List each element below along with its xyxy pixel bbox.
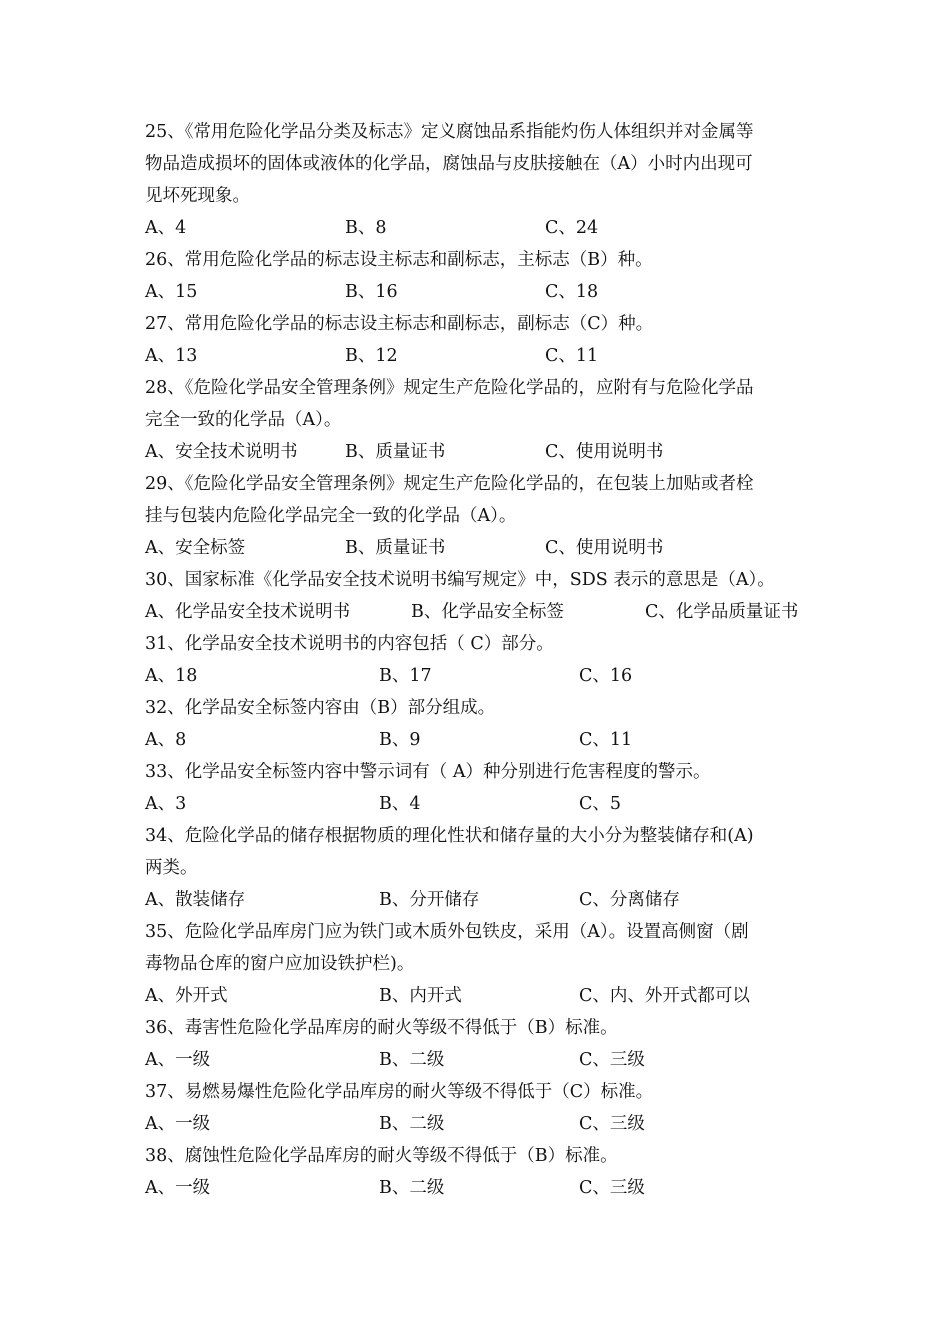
option-a: A、13 — [145, 346, 198, 366]
option-c: C、18 — [545, 282, 599, 302]
option-b: B、二级 — [379, 1178, 445, 1198]
option-b: B、16 — [345, 282, 398, 302]
option-a: A、散装储存 — [145, 890, 246, 910]
option-c: C、16 — [579, 666, 633, 686]
question-list — [145, 116, 810, 1204]
options-row — [145, 532, 810, 564]
option-b: B、分开储存 — [379, 890, 480, 910]
options-row — [145, 596, 810, 628]
option-b: B、二级 — [379, 1114, 445, 1134]
option-a: A、一级 — [145, 1114, 211, 1134]
question-38 — [145, 1140, 810, 1204]
question-text: 挂与包装内危险化学品完全一致的化学品（A）。 — [145, 506, 517, 526]
question-text: 完全一致的化学品（A）。 — [145, 410, 342, 430]
option-c: C、11 — [545, 346, 599, 366]
option-a: A、一级 — [145, 1050, 211, 1070]
question-36 — [145, 1012, 810, 1076]
options-row — [145, 980, 810, 1012]
question-text: 27、常用危险化学品的标志设主标志和副标志，副标志（C）种。 — [145, 314, 654, 334]
question-text: 物品造成损坏的固体或液体的化学品，腐蚀品与皮肤接触在（A）小时内出现可 — [145, 154, 753, 174]
options-row — [145, 1044, 810, 1076]
option-b: B、质量证书 — [345, 538, 446, 558]
question-text: 两类。 — [145, 858, 198, 878]
question-text: 34、危险化学品的储存根据物质的理化性状和储存量的大小分为整装储存和(A) — [145, 826, 754, 846]
question-text: 36、毒害性危险化学品库房的耐火等级不得低于（B）标准。 — [145, 1018, 618, 1038]
question-33 — [145, 756, 810, 820]
option-a: A、15 — [145, 282, 198, 302]
option-c: C、11 — [579, 730, 633, 750]
question-29 — [145, 468, 810, 564]
option-b: B、内开式 — [379, 986, 462, 1006]
option-b: B、二级 — [379, 1050, 445, 1070]
option-c: C、使用说明书 — [545, 538, 664, 558]
question-text: 28、《危险化学品安全管理条例》规定生产危险化学品的，应附有与危险化学品 — [145, 378, 754, 398]
option-b: B、4 — [379, 794, 421, 814]
options-row — [145, 788, 810, 820]
question-text: 见坏死现象。 — [145, 186, 250, 206]
question-text: 26、常用危险化学品的标志设主标志和副标志，主标志（B）种。 — [145, 250, 653, 270]
option-c: C、三级 — [579, 1178, 645, 1198]
option-b: B、12 — [345, 346, 398, 366]
question-25 — [145, 116, 810, 244]
options-row — [145, 212, 810, 244]
question-26 — [145, 244, 810, 308]
question-27 — [145, 308, 810, 372]
question-text: 35、危险化学品库房门应为铁门或木质外包铁皮，采用（A）。设置高侧窗（剧 — [145, 922, 749, 942]
option-b: B、17 — [379, 666, 432, 686]
question-34 — [145, 820, 810, 916]
option-c: C、三级 — [579, 1050, 645, 1070]
question-text: 31、化学品安全技术说明书的内容包括（ C）部分。 — [145, 634, 554, 654]
question-31 — [145, 628, 810, 692]
options-row — [145, 1172, 810, 1204]
option-b: B、化学品安全标签 — [411, 602, 564, 622]
option-c: C、使用说明书 — [545, 442, 664, 462]
options-row — [145, 1108, 810, 1140]
options-row — [145, 276, 810, 308]
option-c: C、三级 — [579, 1114, 645, 1134]
option-a: A、8 — [145, 730, 187, 750]
question-37 — [145, 1076, 810, 1140]
question-30 — [145, 564, 810, 628]
options-row — [145, 884, 810, 916]
option-a: A、4 — [145, 218, 187, 238]
option-a: A、一级 — [145, 1178, 211, 1198]
question-32 — [145, 692, 810, 756]
question-text: 毒物品仓库的窗户应加设铁护栏)。 — [145, 954, 415, 974]
option-b: B、质量证书 — [345, 442, 446, 462]
options-row — [145, 724, 810, 756]
options-row — [145, 436, 810, 468]
option-a: A、化学品安全技术说明书 — [145, 602, 351, 622]
question-text: 29、《危险化学品安全管理条例》规定生产危险化学品的，在包装上加贴或者栓 — [145, 474, 754, 494]
options-row — [145, 340, 810, 372]
option-a: A、3 — [145, 794, 187, 814]
options-row — [145, 660, 810, 692]
option-a: A、外开式 — [145, 986, 228, 1006]
question-text: 30、国家标准《化学品安全技术说明书编写规定》中，SDS 表示的意思是（A）。 — [145, 570, 775, 590]
option-c: C、24 — [545, 218, 599, 238]
option-c: C、化学品质量证书 — [645, 602, 799, 622]
question-text: 37、易燃易爆性危险化学品库房的耐火等级不得低于（C）标准。 — [145, 1082, 654, 1102]
option-a: A、18 — [145, 666, 198, 686]
question-28 — [145, 372, 810, 468]
question-text: 38、腐蚀性危险化学品库房的耐火等级不得低于（B）标准。 — [145, 1146, 618, 1166]
option-a: A、安全技术说明书 — [145, 442, 298, 462]
question-35 — [145, 916, 810, 1012]
option-b: B、8 — [345, 218, 387, 238]
question-text: 25、《常用危险化学品分类及标志》定义腐蚀品系指能灼伤人体组织并对金属等 — [145, 122, 754, 142]
option-b: B、9 — [379, 730, 421, 750]
option-c: C、分离储存 — [579, 890, 680, 910]
option-c: C、5 — [579, 794, 622, 814]
question-text: 33、化学品安全标签内容中警示词有（ A）种分别进行危害程度的警示。 — [145, 762, 711, 782]
option-a: A、安全标签 — [145, 538, 246, 558]
option-c: C、内、外开式都可以 — [579, 986, 750, 1006]
question-text: 32、化学品安全标签内容由（B）部分组成。 — [145, 698, 496, 718]
